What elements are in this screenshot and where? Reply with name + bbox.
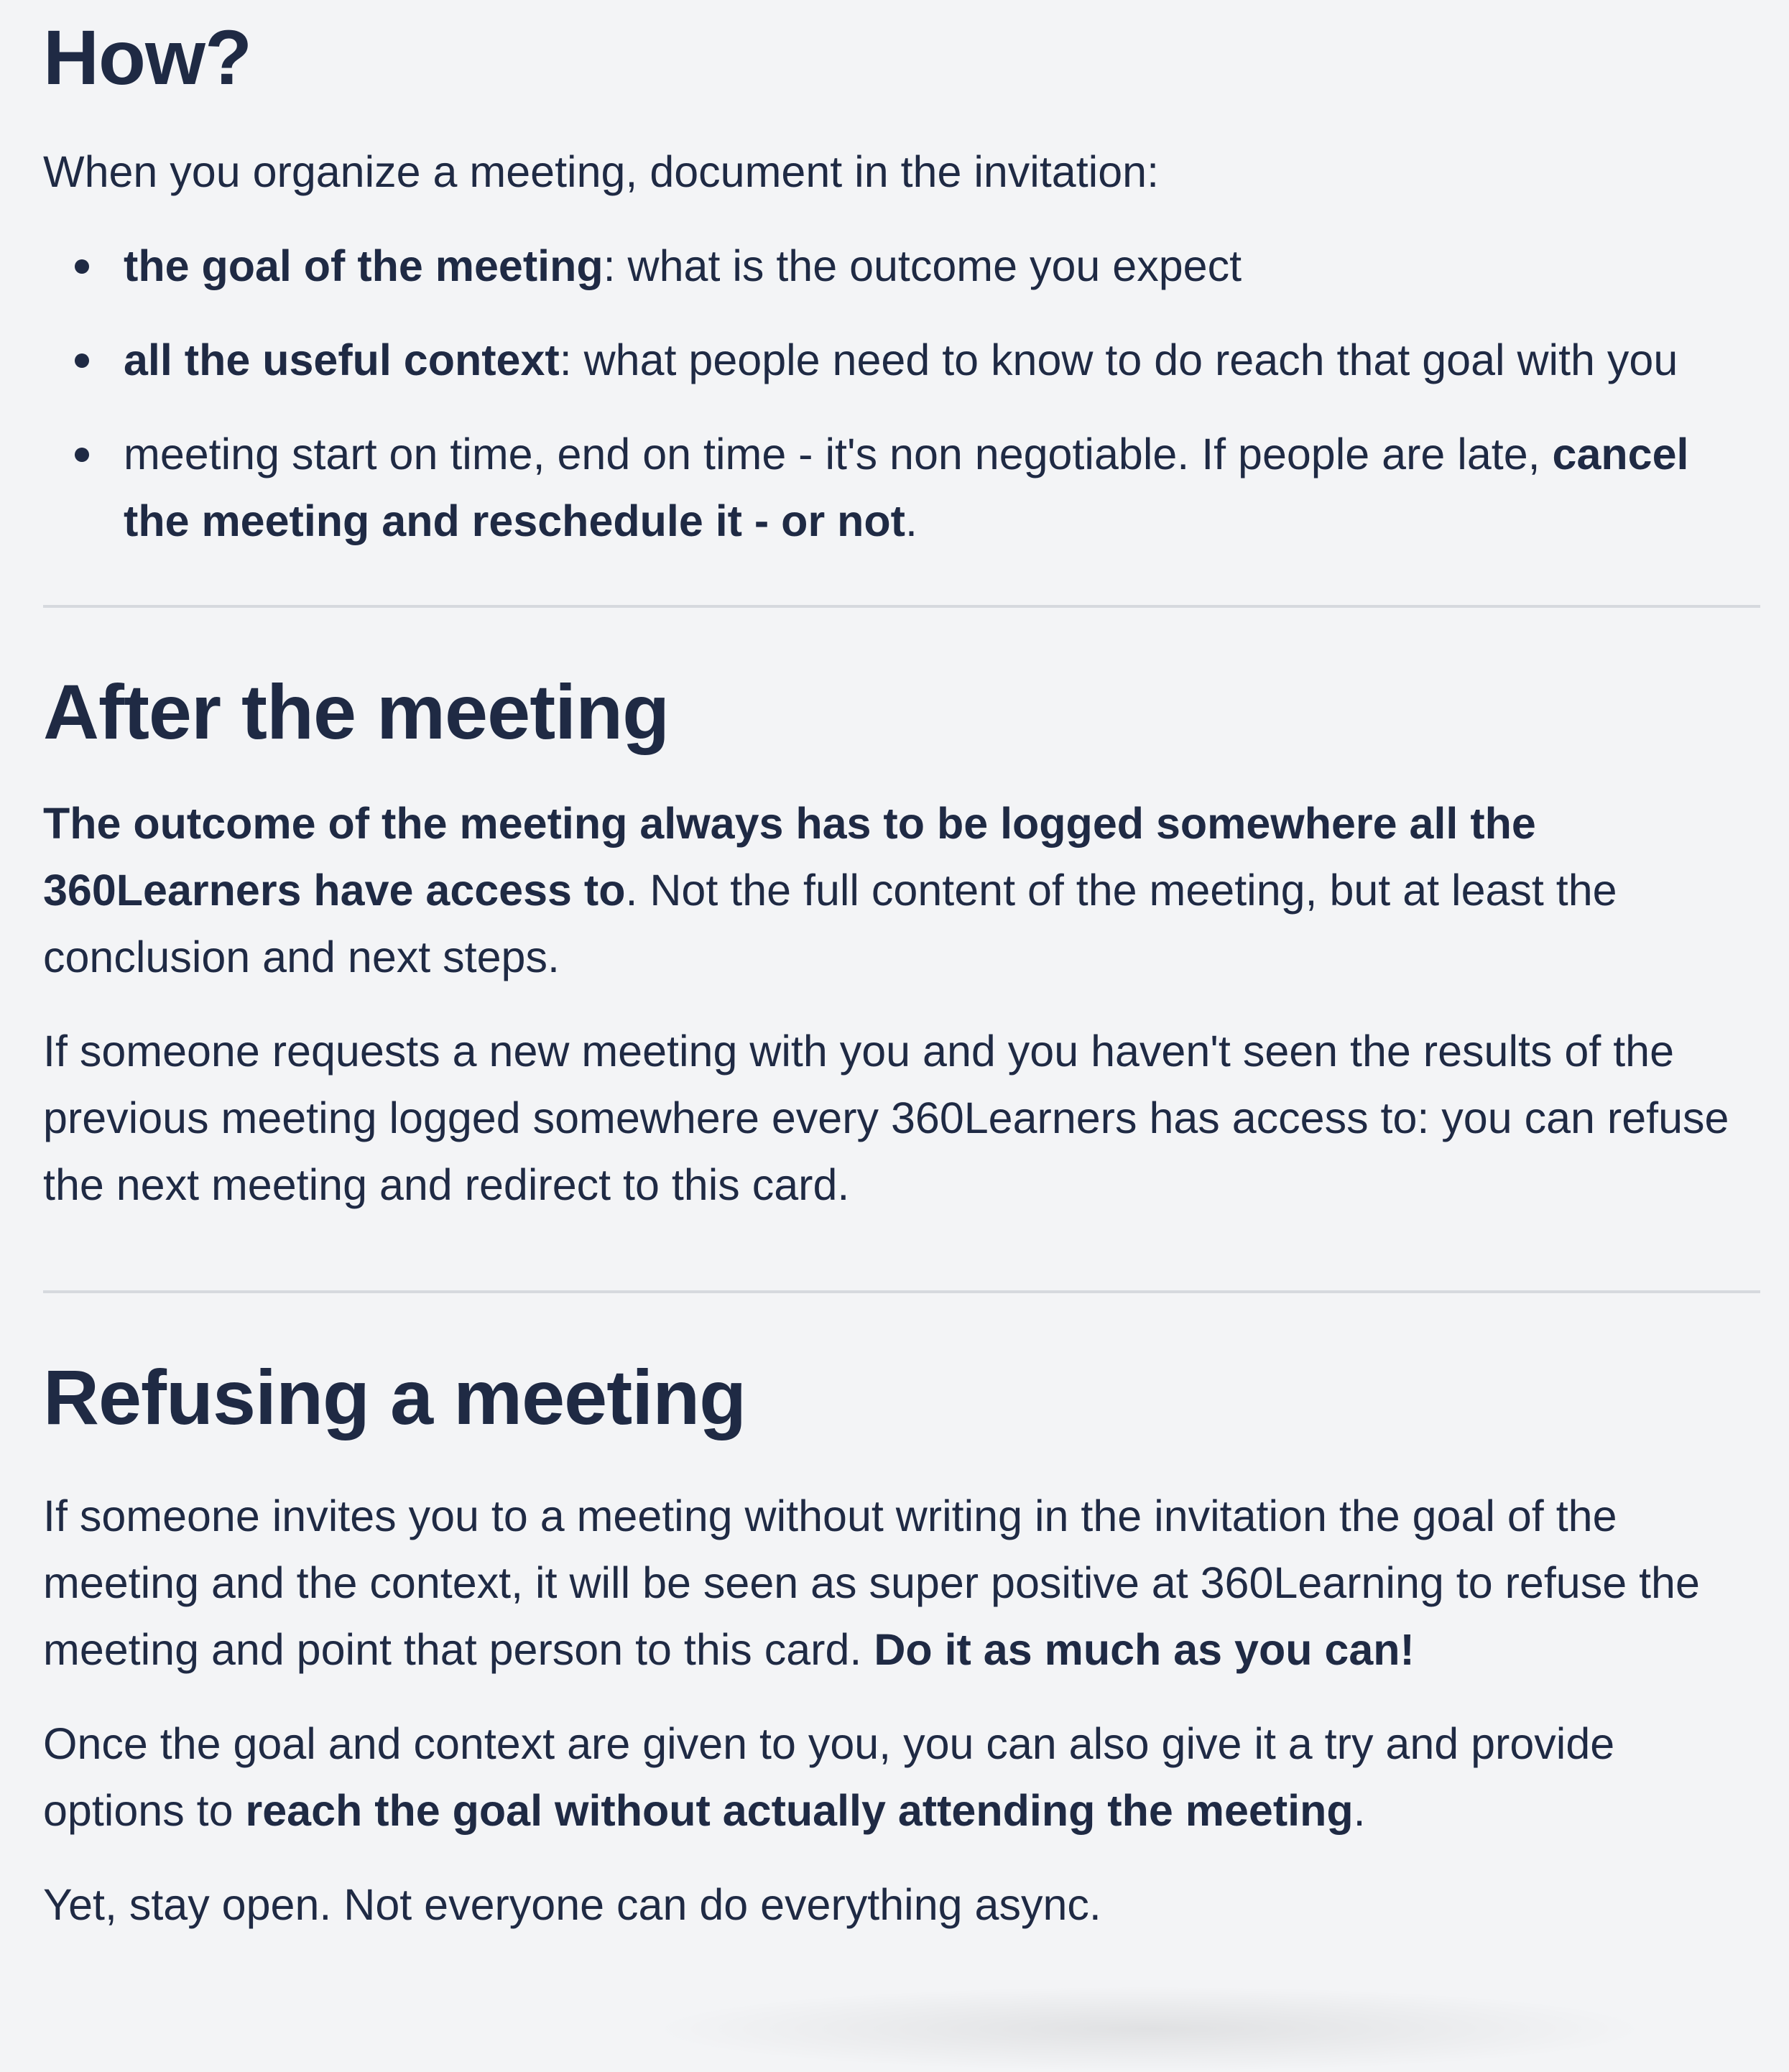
- refusing-p2-suffix: .: [1353, 1786, 1366, 1835]
- after-paragraph-1: [43, 790, 1760, 991]
- refusing-paragraph-2: [43, 1711, 1760, 1844]
- list-item: [43, 327, 1760, 394]
- refusing-p2-bold: reach the goal without actually attending the meeting: [245, 1786, 1354, 1835]
- list-item: [43, 233, 1760, 300]
- after-heading: After the meeting: [43, 668, 670, 755]
- how-heading: How?: [43, 14, 251, 101]
- document-body: [43, 0, 1760, 1938]
- bullet-bold: all the useful context: [124, 336, 560, 384]
- bullet-suffix: .: [905, 496, 917, 545]
- how-intro: When you organize a meeting, document in the invitation:: [43, 147, 1160, 196]
- list-item: [43, 421, 1760, 555]
- after-paragraph-2: If someone requests a new meeting with you and you haven't seen the results of the previous meeting logged somewhere every 360Learners has access to: you can refuse the next meeting and redirect to this card.: [43, 1027, 1729, 1209]
- refusing-p1-bold: Do it as much as you can!: [874, 1625, 1415, 1674]
- section-divider: [43, 1290, 1760, 1293]
- bottom-shadow: [647, 1986, 1652, 2072]
- bullet-bold: cancel the meeting and reschedule it - or not: [124, 430, 1689, 545]
- refusing-p1-text: If someone invites you to a meeting without writing in the invitation the goal of the meeting and the context, it will be seen as super positive at 360Learning to refuse the meeting and point that person to this card.: [43, 1491, 1700, 1674]
- bullet-text: meeting start on time, end on time - it's non negotiable. If people are late,: [124, 430, 1553, 478]
- refusing-p2-text: Once the goal and context are given to you, you can also give it a try and provide options to: [43, 1719, 1615, 1835]
- after-p1-bold: The outcome of the meeting always has to be logged somewhere all the 360Learners have access to: [43, 799, 1536, 915]
- after-p1-text: . Not the full content of the meeting, but at least the conclusion and next steps.: [43, 866, 1617, 981]
- bullet-bold: the goal of the meeting: [124, 241, 604, 290]
- how-bullet-list: [43, 233, 1760, 555]
- bullet-text: : what is the outcome you expect: [603, 241, 1242, 290]
- refusing-paragraph-1: [43, 1483, 1760, 1683]
- section-divider: [43, 605, 1760, 608]
- bullet-text: : what people need to know to do reach that goal with you: [559, 336, 1678, 384]
- refusing-heading: Refusing a meeting: [43, 1354, 746, 1440]
- refusing-paragraph-3: Yet, stay open. Not everyone can do everything async.: [43, 1880, 1101, 1929]
